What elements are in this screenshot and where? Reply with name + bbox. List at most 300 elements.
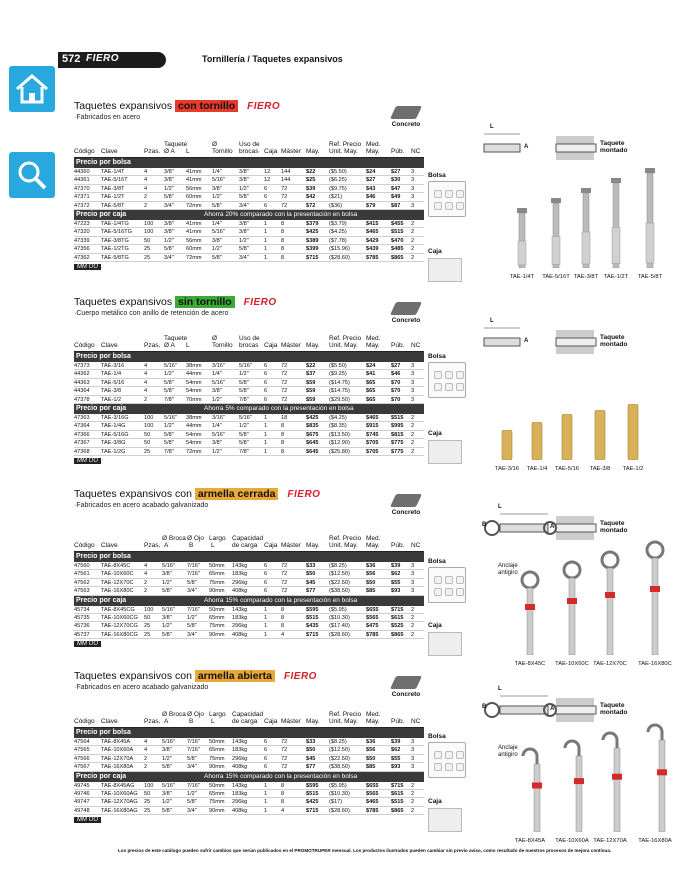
cell-clave: TAE-1/2 <box>101 396 122 403</box>
cell-clave: TAE-16X80AG <box>101 807 138 814</box>
table-row <box>74 254 424 262</box>
section-description: ·Fabricados en acero <box>74 114 141 121</box>
cell-carga: 143kg <box>232 563 248 569</box>
cell-ref: ($5.50) <box>329 169 347 175</box>
col-header-pzas: Pzas. <box>144 148 161 155</box>
cell-nc: 3 <box>411 363 415 369</box>
cell-med: $415 <box>366 220 379 227</box>
cell-pub: $775 <box>391 440 404 447</box>
cell-l: 44mm <box>186 371 202 378</box>
cell-ojo: 7/16" <box>187 739 200 745</box>
cell-ref: ($8.35) <box>329 423 347 430</box>
band-label: Precio por caja <box>76 772 127 780</box>
cell-caja: 12 <box>264 177 271 184</box>
cell-pub: $525 <box>391 623 404 630</box>
dimension-l-label: L <box>498 686 502 692</box>
dimension-b-label: B <box>482 522 487 528</box>
cell-nc: 3 <box>411 177 415 184</box>
caja-label: Caja <box>428 622 442 629</box>
cell-pzas: 25 <box>144 254 151 261</box>
cell-pzas: 50 <box>144 790 151 797</box>
cell-clave: TAE-12X70CG <box>101 623 138 630</box>
cell-clave: TAE-3/16 <box>101 363 125 369</box>
col-header-broca: Ø Broca <box>162 535 186 542</box>
cell-pzas: 2 <box>144 202 148 209</box>
band-label: Precio por caja <box>76 404 127 412</box>
cell-ref: ($28.60) <box>329 254 350 261</box>
cell-pzas: 4 <box>144 747 148 754</box>
cell-codigo: 45737 <box>74 631 90 638</box>
cell-caja: 6 <box>264 747 268 754</box>
cell-master: 72 <box>281 563 288 569</box>
cell-brocas: 3/8" <box>239 220 249 227</box>
cell-nc: 3 <box>411 396 415 403</box>
cell-ref: ($10.30) <box>329 614 350 621</box>
cell-pub: $62 <box>391 571 401 578</box>
cell-master: 72 <box>281 396 288 403</box>
cell-ref: ($5.95) <box>329 782 347 789</box>
col-header-pub: Púb. <box>391 148 405 155</box>
table-row <box>74 579 424 587</box>
cell-nc: 2 <box>411 807 415 814</box>
cell-ojo: 3/4" <box>187 807 197 814</box>
cell-codigo: 47373 <box>74 363 90 369</box>
cell-nc: 3 <box>411 579 415 586</box>
cell-may: $22 <box>306 169 316 175</box>
cell-brocas: 5/8" <box>239 388 249 395</box>
cell-tornillo: 3/8" <box>212 388 222 395</box>
cell-l: 54mm <box>186 388 202 395</box>
dimension-a-label: A <box>524 144 529 150</box>
cell-clave: TAE-8X45CG <box>101 606 135 613</box>
cell-may: $595 <box>306 606 319 613</box>
band-precio-bolsa <box>74 158 424 168</box>
band-label: Precio por bolsa <box>76 353 131 360</box>
cell-nc: 2 <box>411 606 415 613</box>
cell-taquete: 3/8" <box>164 169 174 175</box>
col-header-a: A <box>164 542 169 549</box>
cell-ref: ($13.50) <box>329 431 350 438</box>
cell-nc: 3 <box>411 764 415 771</box>
search-button[interactable] <box>9 152 55 198</box>
cell-pub: $995 <box>391 423 404 430</box>
product-label: TAE-3/8T <box>573 274 599 280</box>
cell-brocas: 1/2" <box>239 185 249 192</box>
cell-may: $715 <box>306 254 319 261</box>
cell-clave: TAE-10X60A <box>101 747 134 754</box>
col-header-med: Med. <box>366 335 381 342</box>
table-row <box>74 631 424 639</box>
cell-taquete: 5/8" <box>164 194 174 201</box>
cell-tornillo: 5/16" <box>212 431 225 438</box>
col-header-caja: Caja <box>264 542 278 549</box>
cell-nc: 3 <box>411 379 415 386</box>
cell-pub: $27 <box>391 169 401 175</box>
cell-med: $46 <box>366 194 376 201</box>
col-header-ref-precio: Ref. Precio <box>329 535 362 542</box>
cell-broca: 1/2" <box>162 623 172 630</box>
cell-taquete: 5/8" <box>164 440 174 447</box>
cell-ref: ($28.60) <box>329 631 350 638</box>
cell-nc: 3 <box>411 185 415 192</box>
cell-tornillo: 1/4" <box>212 423 222 430</box>
cell-clave: TAE-12X70AG <box>101 799 138 806</box>
brass-anchor-image <box>627 404 639 460</box>
section-title-text: Taquetes expansivos con <box>74 488 192 500</box>
cell-caja: 1 <box>264 431 268 438</box>
cell-master: 72 <box>281 747 288 754</box>
cell-pub: $30 <box>391 177 401 184</box>
cell-caja: 1 <box>264 237 268 244</box>
cell-med: $655 <box>366 606 379 613</box>
cell-pzas: 100 <box>144 229 154 236</box>
cell-master: 72 <box>281 571 288 578</box>
cell-nc: 2 <box>411 431 415 438</box>
cell-nc: 2 <box>411 220 415 227</box>
product-label: TAE-10X60C <box>555 661 589 667</box>
cell-caja: 1 <box>264 254 268 261</box>
cell-may: $39 <box>306 185 316 192</box>
fiero-logo: FIERO <box>247 101 281 112</box>
cell-pzas: 4 <box>144 371 148 378</box>
band-precio-bolsa <box>74 728 424 738</box>
cell-ref: ($8.25) <box>329 563 347 569</box>
cell-pub: $39 <box>391 739 401 745</box>
cell-pub: $775 <box>391 448 404 455</box>
concrete-label: Concreto <box>391 691 421 698</box>
product-label: TAE-5/16T <box>542 274 570 280</box>
col-header-ref-precio: Ref. Precio <box>329 711 362 718</box>
cell-broca: 3/8" <box>162 614 172 621</box>
cell-brocas: 7/8" <box>239 448 249 455</box>
cell-l: 60mm <box>186 194 202 201</box>
col-header-pub: Púb. <box>391 342 405 349</box>
cell-pzas: 25 <box>144 246 151 253</box>
fiero-logo: FIERO <box>243 297 277 308</box>
cell-may: $59 <box>306 379 316 386</box>
cell-ref: ($5.50) <box>329 363 347 369</box>
cell-codigo: 47561 <box>74 571 90 578</box>
cell-nc: 3 <box>411 563 415 569</box>
dimension-a-label: A <box>550 706 555 712</box>
cell-ref: ($17.40) <box>329 623 350 630</box>
savings-note: Ahorra 15% comparado con la presentación en bolsa <box>204 772 358 780</box>
cell-taquete: 7/8" <box>164 396 174 403</box>
cell-med: $745 <box>366 431 379 438</box>
cell-may: $25 <box>306 177 316 184</box>
cell-caja: 6 <box>264 739 268 745</box>
cell-nc: 2 <box>411 799 415 806</box>
cell-master: 8 <box>281 220 285 227</box>
table-row <box>74 790 424 798</box>
col-header-codigo: Código <box>74 718 95 725</box>
cell-carga: 296kg <box>232 799 248 806</box>
cell-carga: 408kg <box>232 807 248 814</box>
band-precio-caja <box>74 596 424 606</box>
cell-pub: $865 <box>391 254 404 261</box>
mounted-label: Taquete montado <box>600 140 628 154</box>
fiero-logo: FIERO <box>287 489 321 500</box>
cell-pzas: 50 <box>144 440 151 447</box>
footer-disclaimer: Los precios de este catálogo pueden sufrir cambios que serían publicados en el PROMOTRUPER mensual. Los productos ilustrados pueden cambiar sin previo aviso, como resultado de nuestros procesos de mejora continua. <box>118 848 612 853</box>
cell-largo: 90mm <box>209 588 225 595</box>
cell-clave: TAE-1/4G <box>101 423 126 430</box>
page-number: 572 <box>62 53 81 65</box>
bolsa-label: Bolsa <box>428 172 446 179</box>
product-label: TAE-16X80C <box>638 661 672 667</box>
cell-may: $59 <box>306 388 316 395</box>
cell-caja: 6 <box>264 194 268 201</box>
col-header-taquete: Taquete <box>164 141 188 148</box>
cell-nc: 3 <box>411 388 415 395</box>
cell-clave: TAE-16X80A <box>101 764 134 771</box>
price-table <box>74 330 424 464</box>
cell-clave: TAE-5/16T <box>101 177 128 184</box>
cell-may: $645 <box>306 440 319 447</box>
col-header-med-may: May. <box>366 718 380 725</box>
col-header-a: A <box>164 718 169 725</box>
cell-taquete: 3/8" <box>164 229 174 236</box>
cell-carga: 408kg <box>232 631 248 638</box>
cell-ref: ($12.50) <box>329 571 350 578</box>
cell-may: $45 <box>306 755 316 762</box>
cell-codigo: 45734 <box>74 606 90 613</box>
col-header-nc: NC <box>411 148 421 155</box>
cell-ojo: 7/16" <box>187 782 200 789</box>
product-label: TAE-1/4 <box>526 466 548 472</box>
cell-master: 8 <box>281 254 285 261</box>
product-label: TAE-3/16 <box>494 466 520 472</box>
cell-ref: ($29.50) <box>329 396 350 403</box>
band-label: Precio por caja <box>76 596 127 604</box>
table-row <box>74 448 424 456</box>
col-header-codigo: Código <box>74 148 95 155</box>
col-header-med: Med. <box>366 535 381 542</box>
cell-caja: 1 <box>264 423 268 430</box>
section-tag: armella cerrada <box>195 488 279 500</box>
col-header-capacidad: Capacidad <box>232 535 264 542</box>
cell-may: $72 <box>306 202 316 209</box>
product-label: TAE-5/8T <box>637 274 663 280</box>
cell-ojo: 7/16" <box>187 747 200 754</box>
price-table <box>74 136 424 270</box>
brass-anchor-image <box>594 410 606 460</box>
cell-ref: ($38.50) <box>329 588 350 595</box>
cell-may: $595 <box>306 782 319 789</box>
table-row <box>74 202 424 210</box>
cell-tornillo: 1/2" <box>212 246 222 253</box>
cell-nc: 2 <box>411 782 415 789</box>
cell-l: 41mm <box>186 177 202 184</box>
col-header-brocas-1: Uso de <box>239 335 260 342</box>
cell-med: $50 <box>366 755 376 762</box>
cell-l: 56mm <box>186 237 202 244</box>
concrete-indicator <box>388 106 424 128</box>
cell-ojo: 7/16" <box>187 606 200 613</box>
cell-brocas: 3/4" <box>239 202 249 209</box>
cell-codigo: 45735 <box>74 614 90 621</box>
dimension-l-label: L <box>498 504 502 510</box>
cell-master: 8 <box>281 448 285 455</box>
col-header-may: May. <box>306 342 320 349</box>
section-heading <box>74 488 320 500</box>
table-row <box>74 738 424 746</box>
cell-carga: 183kg <box>232 571 248 578</box>
cell-largo: 65mm <box>209 614 225 621</box>
cell-codigo: 49746 <box>74 790 90 797</box>
col-header-ojo: Ø Ojo <box>187 535 204 542</box>
cell-clave: TAE-3/8TG <box>101 237 129 244</box>
cell-pzas: 50 <box>144 237 151 244</box>
col-header-ojo: Ø Ojo <box>187 711 204 718</box>
cell-codigo: 49747 <box>74 799 90 806</box>
home-button[interactable] <box>9 66 55 112</box>
cell-pub: $93 <box>391 764 401 771</box>
cell-taquete: 1/2" <box>164 423 174 430</box>
cell-codigo: 44364 <box>74 388 90 395</box>
brand-logo: FIERO <box>86 53 120 64</box>
cell-carga: 143kg <box>232 739 248 745</box>
cell-caja: 1 <box>264 623 268 630</box>
cell-pzas: 25 <box>144 448 151 455</box>
cell-taquete: 5/8" <box>164 246 174 253</box>
cell-clave: TAE-12X70C <box>101 579 134 586</box>
cell-pzas: 2 <box>144 396 148 403</box>
home-icon <box>9 66 55 112</box>
cell-may: $715 <box>306 807 319 814</box>
cell-med: $36 <box>366 739 376 745</box>
table-row <box>74 622 424 630</box>
table-row <box>74 193 424 201</box>
mm-oo-badge: MM OO <box>74 817 101 823</box>
cell-ojo: 1/2" <box>187 614 197 621</box>
cell-caja: 6 <box>264 379 268 386</box>
table-row <box>74 431 424 439</box>
cell-clave: TAE-1/4T <box>101 169 125 175</box>
col-header-taquete: Taquete <box>164 335 188 342</box>
cell-clave: TAE-5/16 <box>101 379 125 386</box>
cell-codigo: 44361 <box>74 177 90 184</box>
cell-caja: 6 <box>264 363 268 369</box>
col-header-nc: NC <box>411 542 421 549</box>
band-precio-bolsa <box>74 552 424 562</box>
cell-codigo: 47364 <box>74 423 90 430</box>
cell-may: $645 <box>306 448 319 455</box>
cell-master: 8 <box>281 606 285 613</box>
cell-nc: 3 <box>411 169 415 175</box>
section-description: ·Fabricados en acero acabado galvanizado <box>74 684 209 691</box>
cell-codigo: 47367 <box>74 440 90 447</box>
cell-med: $27 <box>366 177 376 184</box>
cell-brocas: 5/8" <box>239 379 249 386</box>
col-header-caja: Caja <box>264 148 278 155</box>
product-label: TAE-12X70C <box>593 661 627 667</box>
table-row <box>74 587 424 595</box>
cell-largo: 50mm <box>209 782 225 789</box>
eye-anchor-image <box>643 540 667 655</box>
col-header-may: May. <box>306 718 320 725</box>
cell-pzas: 25 <box>144 807 151 814</box>
cell-l: 54mm <box>186 379 202 386</box>
cell-l: 72mm <box>186 448 202 455</box>
section-tag: armella abierta <box>195 670 275 682</box>
cell-master: 72 <box>281 185 288 192</box>
cell-codigo: 47563 <box>74 588 90 595</box>
cell-med: $43 <box>366 185 376 192</box>
cell-ojo: 5/8" <box>187 579 197 586</box>
cell-broca: 1/2" <box>162 579 172 586</box>
cell-caja: 1 <box>264 799 268 806</box>
cell-l: 72mm <box>186 202 202 209</box>
mounted-label: Taquete montado <box>600 334 628 348</box>
cell-broca: 5/16" <box>162 739 175 745</box>
product-label: TAE-1/2T <box>603 274 629 280</box>
cell-pub: $515 <box>391 414 404 421</box>
eye-anchor-image <box>518 570 542 655</box>
cell-med: $41 <box>366 371 376 378</box>
cell-tornillo: 1/4" <box>212 220 222 227</box>
price-table <box>74 706 424 823</box>
bolsa-label: Bolsa <box>428 353 446 360</box>
cell-codigo: 44363 <box>74 379 90 386</box>
cell-tornillo: 1/2" <box>212 396 222 403</box>
cell-master: 4 <box>281 807 285 814</box>
price-table <box>74 530 424 647</box>
cell-pub: $47 <box>391 185 401 192</box>
cell-brocas: 5/8" <box>239 194 249 201</box>
table-header <box>74 330 424 352</box>
col-header-pzas: Pzas. <box>144 542 161 549</box>
col-header-med: Med. <box>366 711 381 718</box>
cell-ref: ($8.25) <box>329 739 347 745</box>
section-description: ·Cuerpo metálico con anillo de retención de acero <box>74 310 229 317</box>
bolsa-label: Bolsa <box>428 733 446 740</box>
col-header-unit-may: Unit. May. <box>329 542 358 549</box>
cell-caja: 1 <box>264 440 268 447</box>
cell-clave: TAE-5/16G <box>101 431 129 438</box>
cell-largo: 90mm <box>209 631 225 638</box>
table-row <box>74 614 424 622</box>
savings-note: Ahorra 5% comparado con la presentación en bolsa <box>204 404 354 412</box>
cell-pub: $87 <box>391 202 401 209</box>
cell-ref: ($14.75) <box>329 379 350 386</box>
cell-codigo: 47371 <box>74 194 90 201</box>
cell-ref: ($12.90) <box>329 440 350 447</box>
cell-master: 8 <box>281 431 285 438</box>
cell-pzas: 4 <box>144 363 148 369</box>
col-header-med: Med. <box>366 141 381 148</box>
cell-med: $705 <box>366 448 379 455</box>
cell-med: $705 <box>366 440 379 447</box>
caja-box-image <box>428 632 462 656</box>
cell-nc: 2 <box>411 790 415 797</box>
table-row <box>74 570 424 578</box>
cell-broca: 5/8" <box>162 588 172 595</box>
cell-master: 72 <box>281 588 288 595</box>
cell-brocas: 5/8" <box>239 440 249 447</box>
cell-codigo: 44360 <box>74 169 90 175</box>
cell-may: $425 <box>306 799 319 806</box>
cell-pzas: 4 <box>144 388 148 395</box>
cell-clave: TAE-8X45A <box>101 739 131 745</box>
col-header-caja: Caja <box>264 342 278 349</box>
cell-taquete: 1/2" <box>164 185 174 192</box>
cell-brocas: 3/8" <box>239 169 249 175</box>
cell-brocas: 1/2" <box>239 237 249 244</box>
table-row <box>74 414 424 422</box>
cell-caja: 6 <box>264 388 268 395</box>
cell-med: $56 <box>366 571 376 578</box>
